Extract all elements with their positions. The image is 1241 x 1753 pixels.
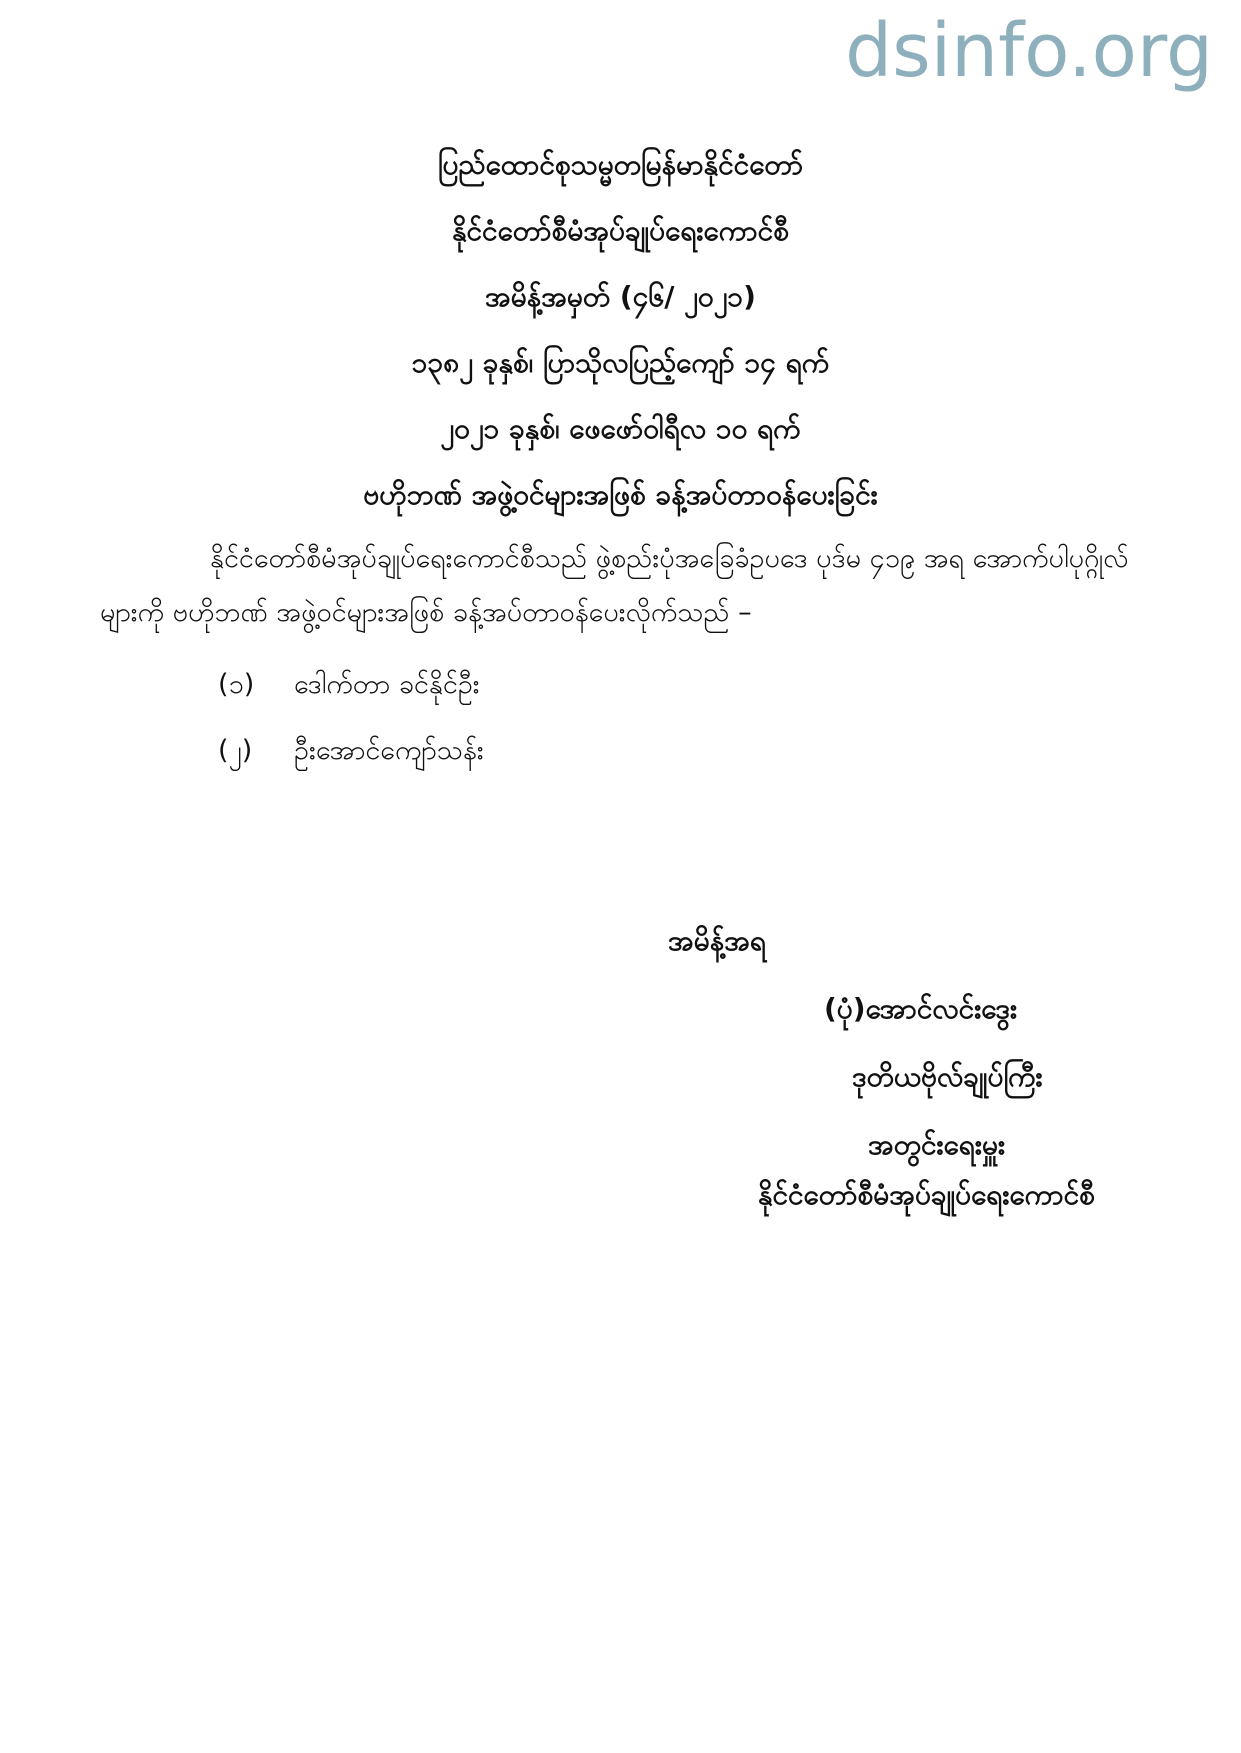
list-item <box>218 652 484 718</box>
body-paragraph <box>100 532 1160 640</box>
order-number: အမိန့်အမှတ် (၄၆/ ၂၀၂၁) <box>485 280 756 313</box>
list-item-name: ဦးအောင်ကျော်သန်း <box>294 735 484 766</box>
signatory-role: အတွင်းရေးမှူး <box>868 1128 1006 1161</box>
country-name: ပြည်ထောင်စုသမ္မတမြန်မာနိုင်ငံတော် <box>437 148 804 181</box>
list-item-number: (၂) <box>218 735 253 766</box>
list-item-number: (၁) <box>218 669 255 700</box>
myanmar-date: ၁၃၈၂ ခုနှစ်၊ ပြာသိုလပြည့်ကျော် ၁၄ ရက် <box>411 346 830 379</box>
list-item-name: ဒေါက်တာ ခင်နိုင်ဦး <box>294 669 480 700</box>
gregorian-date: ၂၀၂၁ ခုနှစ်၊ ဖေဖော်ဝါရီလ ၁၀ ရက် <box>440 412 801 445</box>
appointee-list <box>218 652 484 784</box>
signatory-office: နိုင်ငံတော်စီမံအုပ်ချုပ်ရေးကောင်စီ <box>758 1178 1095 1211</box>
document-subject: ဗဟိုဘဏ် အဖွဲ့ဝင်များအဖြစ် ခန့်အပ်တာဝန်ပေးခြင်း <box>363 478 878 511</box>
list-item <box>218 718 484 784</box>
signatory-rank: ဒုတိယဗိုလ်ချုပ်ကြီး <box>852 1060 1043 1093</box>
council-name: နိုင်ငံတော်စီမံအုပ်ချုပ်ရေးကောင်စီ <box>452 214 789 247</box>
paragraph-text: နိုင်ငံတော်စီမံအုပ်ချုပ်ရေးကောင်စီသည် ဖွဲ့စည်းပုံအခြေခံဥပဒေ ပုဒ်မ ၄၁၉ အရ အောက်ပါပုဂ္ဂိုလ်များကို ဗဟိုဘဏ် အဖွဲ့ဝင်များအဖြစ် ခန့်အပ်တာဝန်ပေးလိုက်သည် – <box>100 543 1129 628</box>
watermark: dsinfo.org <box>845 8 1213 94</box>
document-header <box>0 132 1241 528</box>
by-order-label: အမိန့်အရ <box>668 924 766 957</box>
signatory-name: (ပုံ)အောင်လင်းဒွေး <box>824 992 1018 1025</box>
